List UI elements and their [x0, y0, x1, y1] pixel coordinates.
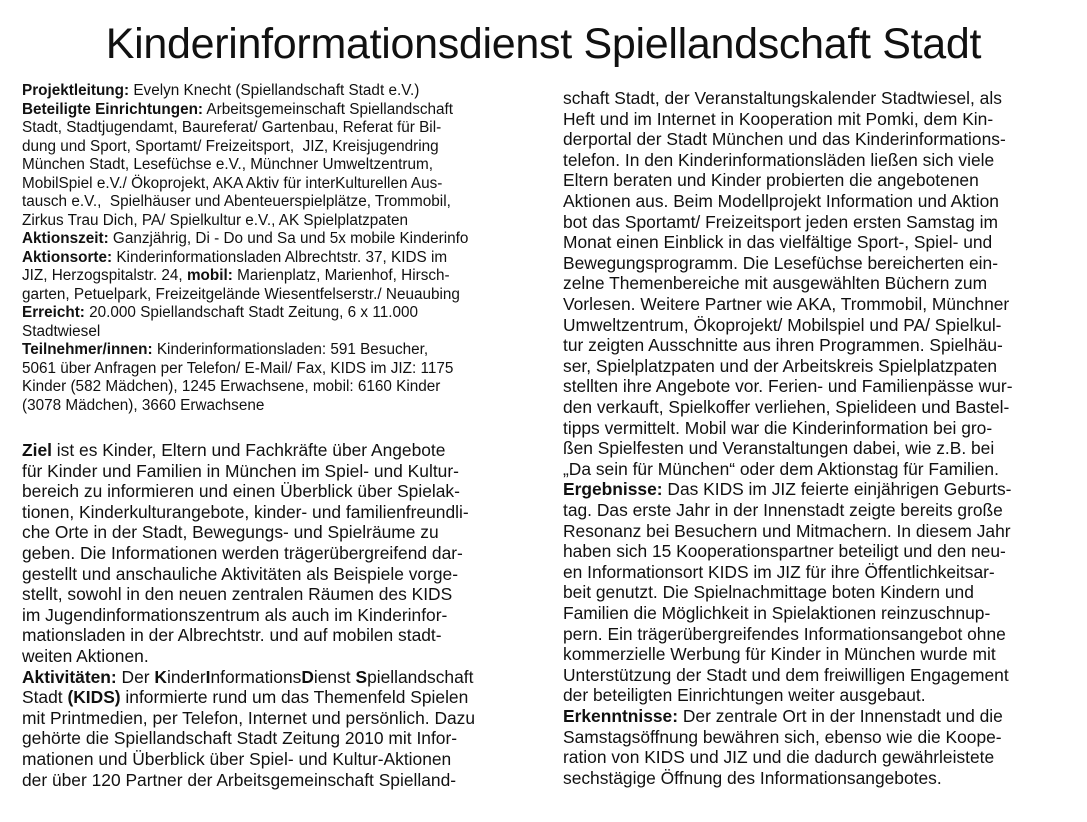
text-line [22, 461, 459, 481]
text-line [22, 770, 456, 790]
text-line [563, 150, 994, 170]
info-line [22, 397, 264, 415]
info-line [22, 323, 100, 341]
text-run: Vorlesen. Weitere Partner wie AKA, Trommobil, Münchner [563, 294, 1010, 314]
bold-text-run: Teilnehmer/innen: [22, 341, 153, 358]
page-title: Kinderinformationsdienst Spiellandschaft Stadt [105, 20, 982, 68]
info-line [22, 286, 460, 304]
text-run: ration von KIDS und JIZ und die dadurch gewährleistete [563, 747, 995, 768]
text-run: 5061 über Anfragen per Telefon/ E-Mail/ Fax, KIDS im JIZ: 1175 [22, 359, 454, 377]
text-line [22, 749, 451, 769]
text-run: Eltern beraten und Kinder probierten die angebotenen [563, 170, 979, 191]
text-run: Kinderinformationsladen Albrechtstr. 37, KIDS im [112, 248, 448, 266]
text-run: stellt, sowohl in den neuen zentralen Räumen des KIDS [22, 584, 453, 605]
text-line [563, 170, 979, 190]
text-line [563, 253, 998, 273]
text-run: gestellt und anschauliche Aktivitäten als Beispiele vorge- [22, 563, 458, 584]
bold-text-run: Aktionsorte: [22, 248, 113, 266]
text-line [563, 706, 1003, 726]
text-line [563, 603, 990, 623]
text-line [563, 624, 1006, 644]
text-run: Zirkus Trau Dich, PA/ Spielkultur e.V., AK Spielplatzpaten [22, 211, 409, 229]
bold-text-run: Projektleitung: [22, 82, 130, 99]
text-line [563, 315, 1001, 335]
text-run: (3078 Mädchen), 3660 Erwachsene [22, 396, 265, 414]
text-line [563, 747, 994, 767]
text-run: mationen und Überblick über Spiel- und Kultur-Aktionen [22, 749, 452, 769]
text-line [563, 88, 1002, 108]
text-run: beit genutzt. Die Spielnachmittage boten Kindern und [563, 582, 974, 603]
text-run: garten, Petuelpark, Freizeitgelände Wiesentfelserstr./ Neuaubing [22, 285, 460, 303]
text-run: weiten Aktionen. [22, 646, 149, 666]
text-run: der beteiligten Einrichtungen weiter ausgebaut. [563, 685, 926, 706]
info-line [22, 230, 468, 248]
text-line [563, 727, 1002, 747]
text-line [563, 356, 997, 376]
text-run: tur zeigten Ausschnitte aus ihren Programmen. Spielhäu- [563, 335, 1003, 356]
bold-text-run: Erreicht: [22, 304, 85, 321]
info-line [22, 82, 419, 100]
text-run: tipps vermittelt. Mobil war die Kinderinformation bei gro- [563, 417, 993, 438]
text-run: derportal der Stadt München und das Kinderinformations- [563, 129, 1006, 150]
info-line [22, 119, 441, 137]
text-line [22, 625, 442, 645]
text-line [563, 479, 1011, 499]
info-line [22, 101, 453, 119]
text-run: mit Printmedien, per Telefon, Internet und persönlich. Dazu [22, 707, 476, 728]
text-line [22, 543, 463, 563]
bold-text-run: D [301, 666, 314, 687]
text-run: MobilSpiel e.V./ Ökoprojekt, AKA Aktiv für interKulturellen Aus- [22, 174, 443, 192]
text-run: im Jugendinformationszentrum als auch im Kinderinfor- [22, 604, 448, 625]
text-run: Kinderinformationsladen: 591 Besucher, [152, 341, 429, 358]
text-run: Der zentrale Ort in der Innenstadt und die [678, 706, 1003, 726]
text-run: Resonanz bei Besuchern und Mitmachern. In diesem Jahr [563, 520, 1011, 541]
text-line [22, 522, 439, 542]
text-line [563, 644, 996, 664]
text-line [563, 521, 1011, 541]
text-run: pern. Ein trägerübergreifendes Informationsangebot ohne [563, 623, 1006, 644]
text-line [22, 687, 468, 707]
text-run: ienst [313, 666, 356, 687]
info-line [22, 156, 433, 174]
text-run: Ganzjährig, Di - Do und Sa und 5x mobile Kinderinfo [108, 230, 469, 247]
info-line [22, 360, 453, 378]
text-line [22, 728, 457, 748]
text-run: che Orte in der Stadt, Bewegungs- und Spielräume zu [22, 522, 439, 543]
text-run: schaft Stadt, der Veranstaltungskalender Stadtwiesel, als [563, 88, 1002, 108]
bold-text-run: K [154, 666, 167, 687]
text-run: Der [116, 666, 155, 687]
text-line [563, 500, 1003, 520]
info-line [22, 341, 428, 359]
text-run: Samstagsöffnung bewähren sich, ebenso wie die Koope- [563, 726, 1002, 747]
info-line [22, 175, 442, 193]
text-line [22, 667, 473, 687]
info-line [22, 138, 439, 156]
bold-text-run: Aktivitäten: [22, 666, 117, 687]
text-line [563, 418, 992, 438]
text-line [22, 440, 445, 460]
bold-text-run: mobil: [186, 267, 233, 284]
text-run: Stadt, Stadtjugendamt, Baureferat/ Gartenbau, Referat für Bil- [22, 119, 442, 136]
info-line [22, 378, 440, 396]
text-run: JIZ, Herzogspitalstr. 24, [22, 267, 187, 284]
text-run: Marienplatz, Marienhof, Hirsch- [232, 267, 450, 284]
bold-text-run: (KIDS) [67, 687, 121, 708]
text-line [563, 376, 1013, 396]
bold-text-run: Erkenntnisse: [563, 706, 679, 726]
text-run: haben sich 15 Kooperationspartner beteiligt und den neu- [563, 541, 1006, 562]
text-run: tag. Das erste Jahr in der Innenstadt zeigte bereits große [563, 500, 1003, 520]
text-run: ser, Spielplatzpaten und der Arbeitskreis Spielplatzpaten [563, 355, 998, 376]
text-run: gehörte die Spiellandschaft Stadt Zeitung 2010 mit Infor- [22, 728, 458, 749]
text-line [563, 232, 992, 252]
text-line [563, 582, 974, 602]
text-line [563, 191, 999, 211]
text-run: Aktionen aus. Beim Modellprojekt Information und Aktion [563, 191, 999, 211]
text-run: ist es Kinder, Eltern und Fachkräfte über Angebote [51, 440, 446, 460]
bold-text-run: Ziel [22, 440, 52, 460]
text-run: Bewegungsprogramm. Die Lesefüchse bereicherten ein- [563, 252, 999, 273]
bold-text-run: Beteiligte Einrichtungen: [22, 100, 204, 118]
text-line [563, 129, 1006, 149]
text-run: tausch e.V., Spielhäuser und Abenteuerspielplätze, Trommobil, [22, 193, 451, 210]
text-line [22, 605, 447, 625]
text-run: geben. Die Informationen werden trägerübergreifend dar- [22, 543, 463, 563]
bold-text-run: I [205, 666, 211, 687]
text-run: bot das Sportamt/ Freizeitsport jeden ersten Samstag im [563, 211, 998, 232]
text-run: kommerzielle Werbung für Kinder in München wurde mit [563, 644, 996, 665]
text-run: Stadtwiesel [22, 322, 101, 340]
text-line [22, 584, 452, 604]
text-run: für Kinder und Familien in München im Spiel- und Kultur- [22, 460, 459, 481]
info-line [22, 249, 447, 267]
bold-text-run: Aktionszeit: [22, 230, 109, 247]
text-run: zelne Themenbereiche mit ausgewählten Büchern zum [563, 273, 988, 294]
text-line [563, 273, 987, 293]
info-line [22, 212, 408, 230]
text-run: nformations [210, 666, 302, 687]
info-line [22, 304, 418, 322]
info-line [22, 193, 451, 211]
text-run: mationsladen in der Albrechtstr. und auf mobilen stadt- [22, 625, 442, 646]
text-line [563, 438, 994, 458]
text-run: der über 120 Partner der Arbeitsgemeinschaft Spielland- [22, 769, 457, 790]
text-run: Das KIDS im JIZ feierte einjährigen Geburts- [662, 479, 1012, 500]
text-run: bereich zu informieren und einen Überblick über Spielak- [22, 481, 460, 502]
text-run: informierte rund um das Themenfeld Spielen [120, 687, 469, 708]
text-run: 20.000 Spiellandschaft Stadt Zeitung, 6 x 11.000 [84, 304, 418, 321]
text-line [563, 562, 995, 582]
text-run: Evelyn Knecht (Spiellandschaft Stadt e.V.) [129, 82, 420, 99]
text-line [563, 212, 998, 232]
text-run: Arbeitsgemeinschaft Spiellandschaft [203, 100, 454, 118]
text-run: sechstägige Öffnung des Informationsangebotes. [563, 767, 942, 788]
text-line [563, 768, 942, 788]
text-run: inder [166, 666, 206, 687]
text-line [22, 502, 469, 522]
bold-text-run: Ergebnisse: [563, 479, 663, 500]
text-run: den verkauft, Spielkoffer verliehen, Spielideen und Bastel- [563, 397, 1010, 417]
text-run: Umweltzentrum, Ökoprojekt/ Mobilspiel und PA/ Spielkul- [563, 314, 1002, 335]
text-run: ßen Spielfesten und Veranstaltungen dabei, wie z.B. bei [563, 438, 995, 459]
text-line [22, 564, 458, 584]
text-line [563, 459, 999, 479]
text-line [22, 708, 475, 728]
text-run: tionen, Kinderkulturangebote, kinder- und familienfreundli- [22, 501, 469, 522]
text-line [22, 646, 149, 666]
text-line [563, 665, 1009, 685]
text-run: Unterstützung der Stadt und dem freiwilligen Engagement [563, 664, 1009, 685]
text-run: „Da sein für München“ oder dem Aktionstag für Familien. [563, 458, 999, 479]
text-line [563, 294, 1009, 314]
text-run: en Informationsort KIDS im JIZ für ihre Öffentlichkeitsar- [563, 561, 995, 582]
text-run: stellten ihre Angebote vor. Ferien- und Familienpässe wur- [563, 376, 1013, 397]
bold-text-run: S [355, 666, 368, 687]
text-run: piellandschaft [367, 666, 474, 687]
text-line [563, 335, 1003, 355]
text-line [563, 685, 926, 705]
text-run: Familien die Möglichkeit in Spielaktionen reinzuschnup- [563, 603, 991, 623]
info-line [22, 267, 450, 285]
text-run: dung und Sport, Sportamt/ Freizeitsport, JIZ, Kreisjugendring [22, 137, 439, 155]
text-run: telefon. In den Kinderinformationsläden ließen sich viele [563, 149, 995, 170]
text-run: Monat einen Einblick in das vielfältige Sport-, Spiel- und [563, 232, 993, 253]
text-run: Stadt [22, 687, 68, 708]
text-line [563, 109, 993, 129]
text-line [563, 397, 1009, 417]
text-line [563, 541, 1006, 561]
text-line [22, 481, 460, 501]
text-run: Heft und im Internet in Kooperation mit Pomki, dem Kin- [563, 108, 994, 129]
text-run: München Stadt, Lesefüchse e.V., Münchner Umweltzentrum, [22, 156, 433, 173]
text-run: Kinder (582 Mädchen), 1245 Erwachsene, mobil: 6160 Kinder [22, 378, 441, 395]
